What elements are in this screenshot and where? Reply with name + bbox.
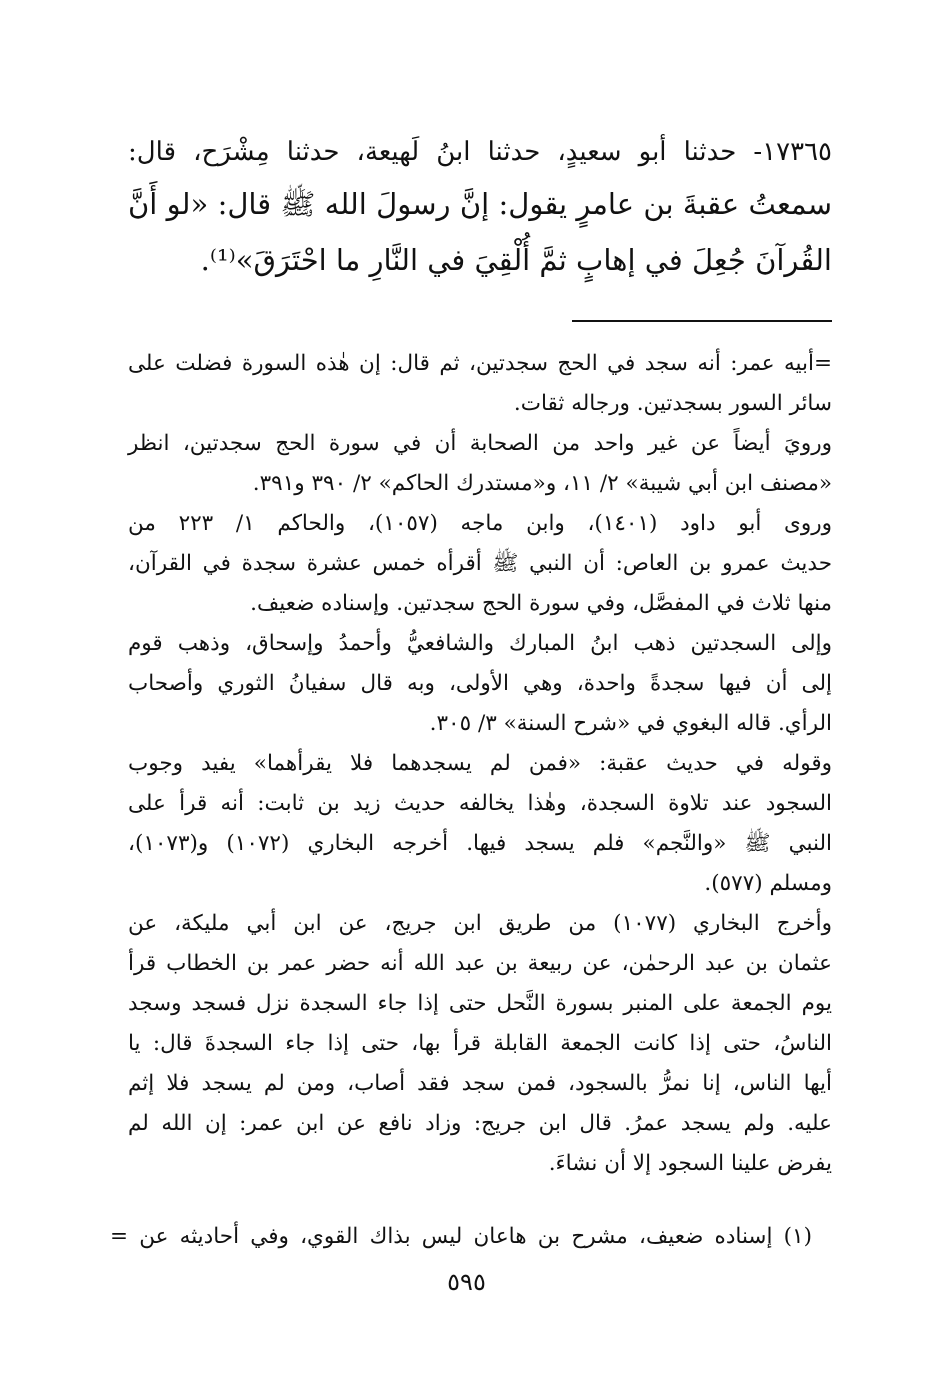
note-line: أيها الناس، إنا نمرُّ بالسجود، فمن سجد فقد أصاب، ومن لم يسجد فلا إثم: [128, 1071, 832, 1096]
note-line: عثمان بن عبد الرحمٰن، عن ربيعة بن عبد الله أنه حضر عمر بن الخطاب قرأ: [128, 951, 832, 976]
note-line: منها ثلاث في المفصَّل، وفي سورة الحج سجدتين. وإسناده ضعيف.: [250, 591, 832, 616]
page-number: ٥٩٥: [447, 1268, 486, 1296]
note-line: النبي ﷺ «والنَّجم» فلم يسجد فيها. أخرجه البخاري (١٠٧٢) و(١٠٧٣)،: [128, 831, 832, 856]
note-line: حديث عمرو بن العاص: أن النبي ﷺ أقرأه خمس عشرة سجدة في القرآن،: [128, 551, 832, 576]
footnote-separator: [572, 320, 832, 322]
hadith-line: سمعتُ عقبةَ بن عامرٍ يقول: إنَّ رسولَ الله ﷺ قال: «لو أَنَّ: [128, 187, 832, 221]
note-line: «مصنف ابن أبي شيبة» ٢/ ١١، و«مستدرك الحاكم» ٢/ ٣٩٠ و٣٩١.: [252, 471, 832, 496]
hadith-text: [128, 128, 832, 288]
footnote: [110, 1216, 812, 1258]
note-line: الناسُ، حتى إذا كانت الجمعة القابلة قرأ بها، حتى إذا جاء السجدةَ قال: يا: [128, 1031, 832, 1056]
note-line: سائر السور بسجدتين. ورجاله ثقات.: [513, 391, 832, 416]
commentary-notes: [128, 344, 832, 1184]
note-line: السجود عند تلاوة السجدة، وهٰذا يخالفه حديث زيد بن ثابت: أنه قرأ على: [128, 791, 832, 816]
note-line: الرأي. قاله البغوي في «شرح السنة» ٣/ ٣٠٥.: [429, 711, 832, 736]
note-line: إلى أن فيها سجدةً واحدة، وهي الأولى، وبه قال سفيانُ الثوري وأصحاب: [128, 671, 832, 696]
note-line: وأخرج البخاري (١٠٧٧) من طريق ابن جريج، عن ابن أبي مليكة، عن: [128, 911, 832, 936]
note-line: ومسلم (٥٧٧).: [704, 871, 832, 896]
footnote-line: (١) إسناده ضعيف، مشرح بن هاعان ليس بذاك القوي، وفي أحاديثه عن =: [110, 1224, 812, 1249]
note-line: ورويَ أيضاً عن غير واحد من الصحابة أن في سورة الحج سجدتين، انظر: [128, 431, 832, 456]
note-line: وروى أبو داود (١٤٠١)، وابن ماجه (١٠٥٧)، والحاكم ١/ ٢٢٣ من: [128, 511, 832, 536]
note-line: وإلى السجدتين ذهب ابنُ المبارك والشافعيُّ وأحمدُ وإسحاق، وذهب قوم: [128, 631, 832, 656]
hadith-line: القُرآنَ جُعِلَ في إهابٍ ثمَّ أُلْقِيَ في النَّارِ ما احْتَرَقَ»⁽¹⁾.: [200, 243, 832, 277]
hadith-line: ١٧٣٦٥- حدثنا أبو سعيدٍ، حدثنا ابنُ لَهيعة، حدثنا مِشْرَح، قال:: [128, 137, 832, 167]
note-line: =أبيه عمر: أنه سجد في الحج سجدتين، ثم قال: إن هٰذه السورة فضلت على: [128, 351, 832, 376]
note-line: يوم الجمعة على المنبر بسورة النَّحل حتى إذا جاء السجدة نزل فسجد وسجد: [128, 991, 832, 1016]
note-line: عليه. ولم يسجد عمرُ. قال ابن جريج: وزاد نافع عن ابن عمر: إن الله لم: [128, 1111, 832, 1136]
note-line: يفرض علينا السجود إلا أن نشاءَ.: [548, 1151, 832, 1176]
note-line: وقوله في حديث عقبة: «فمن لم يسجدهما فلا يقرأهما» يفيد وجوب: [128, 751, 832, 776]
